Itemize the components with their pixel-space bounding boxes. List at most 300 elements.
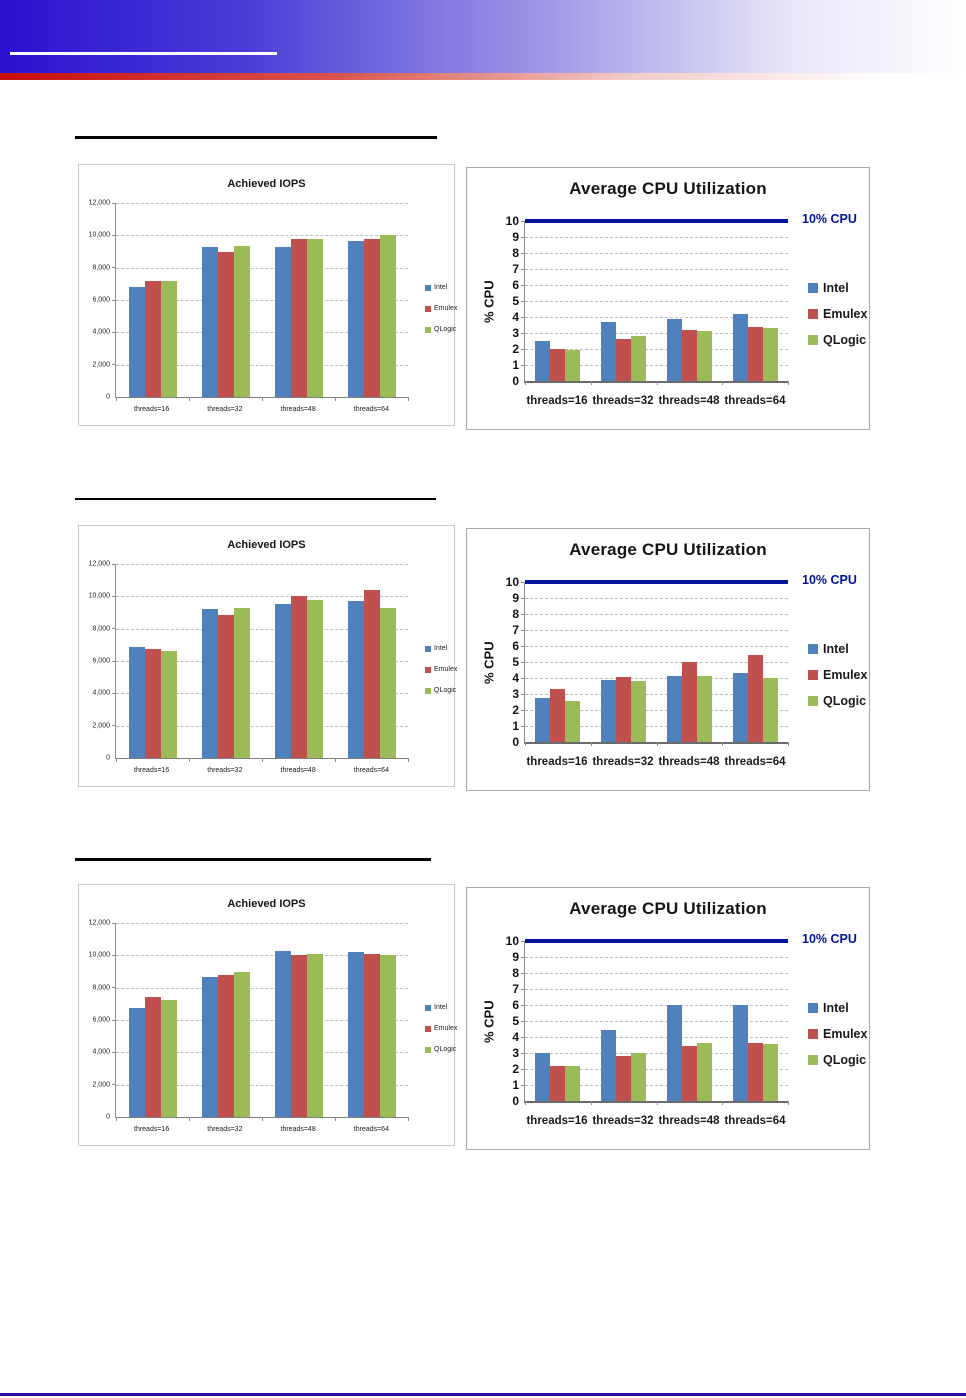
y-axis-tick-label: 6,000 (92, 1016, 110, 1024)
legend-swatch-intel (425, 646, 431, 652)
y-axis-tick-label: 5 (512, 1014, 519, 1028)
y-axis-tick-label: 2,000 (92, 1081, 110, 1089)
x-axis-labels (115, 406, 408, 413)
x-axis-tick-mark (657, 381, 658, 385)
bar-qlogic (763, 1044, 778, 1101)
legend-item-qlogic (808, 333, 867, 347)
y-axis-tick-label: 6,000 (92, 296, 110, 304)
y-axis-tick-label: 9 (512, 591, 519, 605)
y-axis-tick-label: 4 (512, 1030, 519, 1044)
y-axis-tick-label: 1 (512, 358, 519, 372)
bar-emulex (682, 1046, 697, 1101)
legend-label: Intel (823, 1001, 849, 1015)
x-category-label: threads=48 (280, 406, 316, 413)
chart-title: Achieved IOPS (227, 898, 306, 910)
y-axis-tick-label: 12,000 (88, 199, 110, 207)
legend-item-qlogic (425, 326, 457, 333)
y-axis-title: % CPU (481, 641, 497, 685)
bar-qlogic (565, 1066, 580, 1101)
x-category-label: threads=64 (353, 767, 389, 774)
y-axis-tick-label: 0 (512, 1094, 519, 1108)
bar-qlogic (631, 1053, 646, 1101)
x-axis-tick-mark (335, 1117, 336, 1121)
legend-swatch-qlogic (425, 688, 431, 694)
legend-item-qlogic (425, 1046, 457, 1053)
bar-qlogic (307, 239, 323, 397)
bar-intel (733, 1005, 748, 1101)
bar-intel (348, 601, 364, 758)
x-category-label: threads=16 (526, 756, 588, 768)
y-axis-tick-label: 0 (106, 393, 110, 401)
achieved-iops-chart-3 (78, 884, 458, 1146)
legend-swatch-emulex (808, 670, 818, 680)
x-axis-tick-mark (262, 1117, 263, 1121)
bar-emulex (616, 339, 631, 381)
legend-swatch-intel (808, 283, 818, 293)
chart-title: Average CPU Utilization (569, 540, 767, 559)
x-category-label: threads=32 (207, 1126, 243, 1133)
legend-label: QLogic (823, 333, 867, 347)
bar-group-threads-32 (591, 941, 657, 1101)
y-axis-tick-label: 6 (512, 998, 519, 1012)
y-axis-tick-label: 12,000 (88, 560, 110, 568)
bar-qlogic (161, 1000, 177, 1117)
bar-group-threads-64 (335, 923, 408, 1117)
legend-label: QLogic (434, 1046, 457, 1053)
bar-intel (129, 287, 145, 397)
legend-item-intel (808, 281, 867, 295)
legend-item-emulex (808, 668, 867, 682)
bar-intel (535, 1053, 550, 1101)
bar-qlogic (763, 328, 778, 381)
report-section-2 (0, 498, 966, 791)
x-category-label: threads=48 (658, 756, 720, 768)
achieved-iops-chart-2 (78, 525, 458, 787)
bar-group-threads-64 (722, 941, 788, 1101)
bar-emulex (616, 677, 631, 742)
legend-swatch-emulex (425, 667, 431, 673)
x-category-label: threads=16 (526, 395, 588, 407)
x-category-label: threads=32 (592, 756, 654, 768)
y-axis-tick-label: 10 (505, 575, 519, 589)
legend (425, 1004, 457, 1053)
x-axis-tick-mark (262, 758, 263, 762)
cpu-limit-label: 10% CPU (802, 573, 857, 587)
legend (425, 284, 457, 333)
y-axis-tick-label: 4,000 (92, 689, 110, 697)
x-category-label: threads=16 (134, 767, 170, 774)
legend-swatch-qlogic (425, 1047, 431, 1053)
bar-group-threads-48 (657, 582, 723, 742)
legend-item-emulex (808, 307, 867, 321)
bar-intel (275, 951, 291, 1117)
x-axis-tick-mark (591, 381, 592, 385)
x-axis-tick-mark (722, 1101, 723, 1105)
header-white-line (10, 52, 277, 55)
y-axis-tick-label: 3 (512, 1046, 519, 1060)
y-axis-tick-label: 1 (512, 719, 519, 733)
bar-group-threads-32 (591, 582, 657, 742)
y-axis-tick-label: 8 (512, 246, 519, 260)
x-category-label: threads=48 (280, 1126, 316, 1133)
y-axis-tick-label: 4 (512, 671, 519, 685)
cpu-utilization-chart-2 (466, 528, 870, 791)
bar-qlogic (161, 281, 177, 397)
bar-emulex (218, 615, 234, 758)
x-axis-tick-mark (116, 1117, 117, 1121)
bar-intel (202, 247, 218, 397)
legend (808, 1001, 867, 1067)
bar-qlogic (380, 955, 396, 1117)
y-axis-tick-label: 1 (512, 1078, 519, 1092)
report-section-1 (0, 136, 966, 430)
x-axis-tick-mark (189, 758, 190, 762)
bar-qlogic (763, 678, 778, 742)
x-category-label: threads=64 (353, 1126, 389, 1133)
bar-group-threads-32 (189, 923, 262, 1117)
y-axis-tick-label: 6 (512, 639, 519, 653)
legend-label: Emulex (434, 1025, 458, 1032)
bar-intel (129, 1008, 145, 1117)
bar-group-threads-64 (722, 221, 788, 381)
bar-qlogic (380, 608, 396, 758)
bar-intel (733, 673, 748, 742)
x-axis-tick-mark (335, 758, 336, 762)
x-axis-tick-mark (591, 1101, 592, 1105)
plot-area (88, 199, 408, 401)
chart-title: Average CPU Utilization (569, 899, 767, 918)
legend-label: Intel (823, 642, 849, 656)
x-axis-tick-mark (722, 381, 723, 385)
bar-group-threads-16 (116, 923, 189, 1117)
legend-item-intel (425, 284, 457, 291)
x-axis-tick-mark (788, 742, 789, 746)
section-2-heading-underline (75, 498, 436, 500)
x-category-label: threads=32 (592, 395, 654, 407)
y-axis-tick-label: 4 (512, 310, 519, 324)
x-axis-tick-mark (525, 742, 526, 746)
bar-group-threads-48 (657, 221, 723, 381)
bar-emulex (145, 997, 161, 1117)
bar-qlogic (697, 331, 712, 381)
legend-item-qlogic (425, 687, 457, 694)
legend-label: Emulex (823, 668, 868, 682)
y-axis-tick-label: 2,000 (92, 722, 110, 730)
legend-label: QLogic (823, 694, 867, 708)
x-axis-tick-mark (116, 397, 117, 401)
y-axis-tick-label: 9 (512, 950, 519, 964)
y-axis-tick-label: 9 (512, 230, 519, 244)
legend-label: Emulex (434, 305, 458, 312)
bar-emulex (291, 239, 307, 397)
bar-group-threads-48 (262, 923, 335, 1117)
x-category-label: threads=32 (592, 1115, 654, 1127)
legend-label: QLogic (823, 1053, 867, 1067)
y-axis-tick-label: 5 (512, 655, 519, 669)
header-red-rule (0, 73, 966, 80)
cpu-limit-label: 10% CPU (802, 212, 857, 226)
x-axis-tick-mark (657, 1101, 658, 1105)
bar-group-threads-32 (189, 203, 262, 397)
legend-item-emulex (425, 1025, 457, 1032)
bar-emulex (364, 590, 380, 758)
legend-swatch-qlogic (808, 1055, 818, 1065)
bar-intel (601, 680, 616, 742)
legend (425, 645, 457, 694)
y-axis-tick-label: 10,000 (88, 592, 110, 600)
legend-label: QLogic (434, 687, 457, 694)
legend-label: Emulex (823, 307, 868, 321)
cpu-limit-line (525, 580, 788, 584)
header-banner (0, 0, 966, 73)
bar-group-threads-16 (525, 221, 591, 381)
legend-item-emulex (808, 1027, 867, 1041)
y-axis-tick-label: 0 (512, 374, 519, 388)
section-1-chart-row (78, 164, 966, 430)
bar-intel (733, 314, 748, 381)
bar-emulex (364, 954, 380, 1117)
section-1-heading-underline (75, 136, 437, 139)
y-axis-tick-label: 7 (512, 262, 519, 276)
bar-group-threads-16 (116, 203, 189, 397)
y-axis-tick-label: 8,000 (92, 264, 110, 272)
legend-label: QLogic (434, 326, 457, 333)
y-axis-tick-label: 10,000 (88, 231, 110, 239)
legend-swatch-intel (808, 644, 818, 654)
legend-item-intel (808, 642, 867, 656)
bar-emulex (550, 349, 565, 381)
bar-intel (275, 604, 291, 758)
bar-emulex (550, 689, 565, 742)
bar-qlogic (234, 246, 250, 397)
y-axis-tick-label: 5 (512, 294, 519, 308)
bar-group-threads-32 (591, 221, 657, 381)
y-axis-tick-label: 0 (106, 1113, 110, 1121)
legend-label: Emulex (434, 666, 458, 673)
y-axis-tick-label: 8 (512, 966, 519, 980)
y-axis-tick-label: 4,000 (92, 328, 110, 336)
bar-emulex (616, 1056, 631, 1101)
y-axis-tick-label: 4,000 (92, 1048, 110, 1056)
plot-area (505, 575, 788, 749)
bar-group-threads-32 (189, 564, 262, 758)
y-axis-tick-label: 0 (106, 754, 110, 762)
legend-item-qlogic (808, 1053, 867, 1067)
y-axis-tick-label: 3 (512, 326, 519, 340)
cpu-utilization-chart-3 (466, 887, 870, 1150)
bar-emulex (748, 1043, 763, 1101)
cpu-limit-line (525, 939, 788, 943)
x-axis-tick-mark (408, 397, 409, 401)
bar-qlogic (307, 954, 323, 1117)
x-axis-tick-mark (788, 381, 789, 385)
legend-swatch-qlogic (425, 327, 431, 333)
legend-label: Emulex (823, 1027, 868, 1041)
bar-emulex (291, 955, 307, 1117)
plot-area (88, 919, 408, 1121)
bar-intel (348, 952, 364, 1117)
x-category-label: threads=64 (724, 1115, 786, 1127)
bar-emulex (364, 239, 380, 397)
legend-item-qlogic (808, 694, 867, 708)
x-axis-tick-mark (722, 742, 723, 746)
legend-item-intel (425, 1004, 457, 1011)
bar-intel (601, 1030, 616, 1101)
bar-emulex (291, 596, 307, 758)
legend (808, 281, 867, 347)
cpu-limit-line (525, 219, 788, 223)
bar-intel (535, 341, 550, 381)
report-section-3 (0, 858, 966, 1150)
bar-qlogic (565, 350, 580, 381)
y-axis-tick-label: 0 (512, 735, 519, 749)
plot-area (88, 560, 408, 762)
bar-intel (667, 319, 682, 381)
x-category-label: threads=16 (526, 1115, 588, 1127)
bar-intel (275, 247, 291, 397)
x-axis-labels (115, 1126, 408, 1133)
legend-label: Intel (823, 281, 849, 295)
x-axis-tick-mark (408, 758, 409, 762)
bar-emulex (748, 327, 763, 381)
x-category-label: threads=48 (280, 767, 316, 774)
bar-group-threads-48 (657, 941, 723, 1101)
bar-intel (202, 609, 218, 758)
bar-qlogic (307, 600, 323, 758)
x-category-label: threads=48 (658, 1115, 720, 1127)
x-axis-tick-mark (525, 1101, 526, 1105)
x-axis-tick-mark (335, 397, 336, 401)
y-axis-tick-label: 7 (512, 623, 519, 637)
bar-group-threads-48 (262, 564, 335, 758)
x-category-label: threads=48 (658, 395, 720, 407)
y-axis-tick-label: 2,000 (92, 361, 110, 369)
x-axis-labels (524, 756, 788, 768)
legend-swatch-emulex (425, 1026, 431, 1032)
bar-qlogic (380, 235, 396, 397)
x-axis-tick-mark (189, 1117, 190, 1121)
section-2-chart-row (78, 525, 966, 791)
x-axis-tick-mark (408, 1117, 409, 1121)
cpu-limit-label: 10% CPU (802, 932, 857, 946)
y-axis-tick-label: 10,000 (88, 951, 110, 959)
chart-title: Achieved IOPS (227, 178, 306, 190)
achieved-iops-chart-1 (78, 164, 458, 426)
x-axis-tick-mark (525, 381, 526, 385)
x-axis-labels (115, 767, 408, 774)
legend-label: Intel (434, 645, 448, 652)
bar-intel (129, 647, 145, 758)
x-axis-tick-mark (657, 742, 658, 746)
x-axis-labels (524, 395, 788, 407)
y-axis-title: % CPU (481, 280, 497, 324)
y-axis-tick-label: 2 (512, 1062, 519, 1076)
x-category-label: threads=64 (724, 756, 786, 768)
bar-group-threads-16 (525, 941, 591, 1101)
x-axis-tick-mark (591, 742, 592, 746)
y-axis-tick-label: 3 (512, 687, 519, 701)
bar-qlogic (697, 1043, 712, 1101)
bar-emulex (550, 1066, 565, 1101)
legend-swatch-emulex (808, 1029, 818, 1039)
legend-swatch-emulex (425, 306, 431, 312)
x-axis-labels (524, 1115, 788, 1127)
cpu-utilization-chart-1 (466, 167, 870, 430)
bar-qlogic (697, 676, 712, 742)
bar-qlogic (234, 972, 250, 1118)
plot-area (505, 934, 788, 1108)
bar-emulex (682, 662, 697, 742)
y-axis-tick-label: 12,000 (88, 919, 110, 927)
x-category-label: threads=64 (353, 406, 389, 413)
legend-swatch-qlogic (808, 696, 818, 706)
bar-group-threads-16 (116, 564, 189, 758)
legend-item-intel (808, 1001, 867, 1015)
legend-swatch-intel (425, 1005, 431, 1011)
legend-item-intel (425, 645, 457, 652)
bar-group-threads-48 (262, 203, 335, 397)
x-category-label: threads=16 (134, 406, 170, 413)
y-axis-tick-label: 2 (512, 703, 519, 717)
section-3-chart-row (78, 884, 966, 1150)
legend-swatch-intel (425, 285, 431, 291)
bar-qlogic (234, 608, 250, 758)
legend-swatch-intel (808, 1003, 818, 1013)
legend-label: Intel (434, 1004, 448, 1011)
section-3-heading-underline (75, 858, 431, 861)
x-axis-tick-mark (189, 397, 190, 401)
bar-intel (667, 1005, 682, 1101)
legend-label: Intel (434, 284, 448, 291)
bar-group-threads-16 (525, 582, 591, 742)
x-category-label: threads=32 (207, 406, 243, 413)
y-axis-tick-label: 6 (512, 278, 519, 292)
bar-group-threads-64 (335, 564, 408, 758)
plot-area (505, 214, 788, 388)
bar-emulex (218, 252, 234, 397)
bar-emulex (748, 655, 763, 742)
bar-intel (667, 676, 682, 742)
x-category-label: threads=16 (134, 1126, 170, 1133)
y-axis-tick-label: 2 (512, 342, 519, 356)
legend (808, 642, 867, 708)
y-axis-tick-label: 6,000 (92, 657, 110, 665)
bar-group-threads-64 (335, 203, 408, 397)
x-category-label: threads=64 (724, 395, 786, 407)
bar-qlogic (631, 336, 646, 381)
bar-intel (202, 977, 218, 1117)
x-axis-tick-mark (788, 1101, 789, 1105)
bar-emulex (145, 281, 161, 397)
bar-emulex (682, 330, 697, 381)
bar-group-threads-64 (722, 582, 788, 742)
bar-qlogic (631, 681, 646, 742)
bar-intel (348, 241, 364, 397)
x-category-label: threads=32 (207, 767, 243, 774)
chart-title: Achieved IOPS (227, 539, 306, 551)
legend-swatch-qlogic (808, 335, 818, 345)
legend-item-emulex (425, 305, 457, 312)
y-axis-tick-label: 10 (505, 934, 519, 948)
bar-qlogic (565, 701, 580, 742)
footer-rule (0, 1393, 966, 1396)
y-axis-tick-label: 10 (505, 214, 519, 228)
y-axis-title: % CPU (481, 1000, 497, 1044)
y-axis-tick-label: 8 (512, 607, 519, 621)
bar-intel (535, 698, 550, 742)
bar-qlogic (161, 651, 177, 759)
bar-intel (601, 322, 616, 381)
